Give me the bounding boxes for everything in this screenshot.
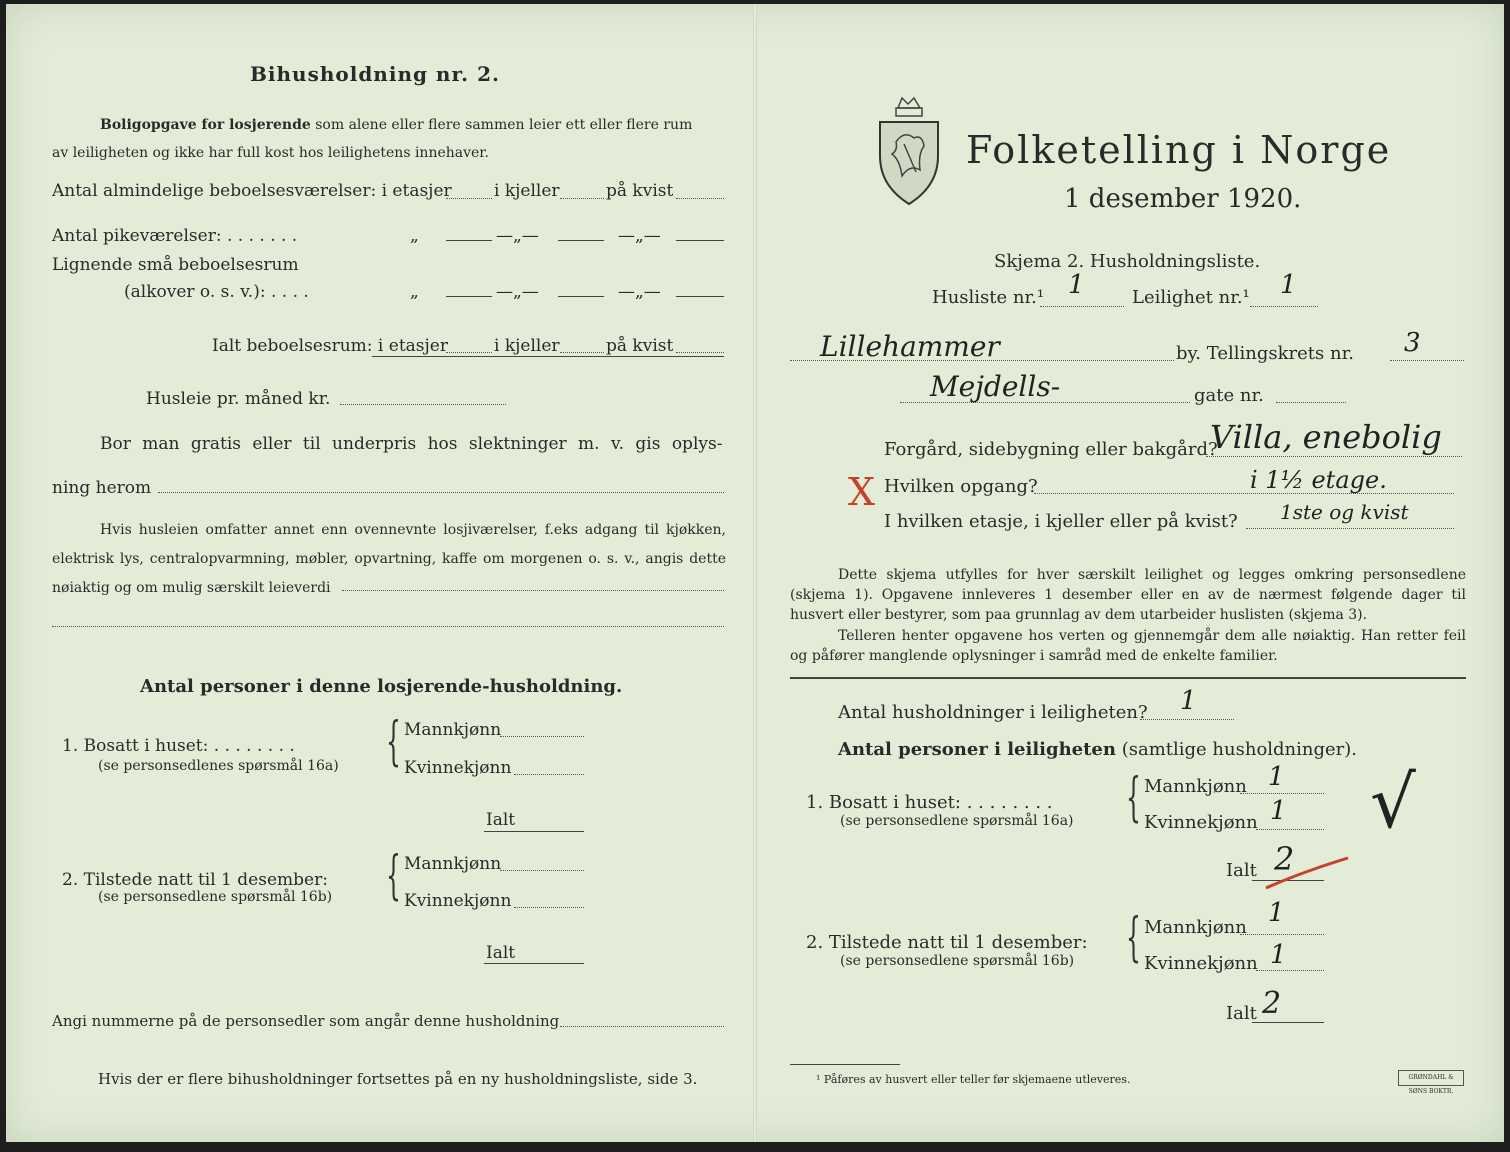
gratis-line-1: Bor man gratis eller til underpris hos slektninger m. v. gis oplys-: [100, 434, 723, 454]
right-title: Folketelling i Norge: [966, 128, 1392, 172]
left-q2-mann-line[interactable]: [500, 870, 584, 871]
right-persons-heading-bold: Antal personer i leiligheten: [838, 739, 1116, 760]
pike-ditto-3: —„—: [618, 226, 661, 246]
forgard-label: Forgård, sidebygning eller bakgård?: [884, 439, 1218, 460]
right-persons-heading: [838, 740, 1357, 760]
ialt-kvist-line[interactable]: [676, 352, 724, 353]
instructions-paragraph-2: Telleren henter opgavene hos verten og gjennemgår dem alle nøiaktig. Han retter feil og påfører manglende oplysninger i samråd med de enkelte familier.: [790, 628, 1466, 664]
etasje-value[interactable]: 1ste og kvist: [1280, 500, 1409, 524]
leieverdi-line-2[interactable]: [52, 626, 724, 627]
intro-line-2: av leiligheten og ikke har full kost hos leilighetens innehaver.: [52, 145, 489, 161]
city-value[interactable]: Lillehammer: [820, 330, 1000, 363]
leieverdi-line[interactable]: [342, 590, 724, 591]
right-q1-brace: {: [1126, 768, 1141, 828]
right-q1-mann-line[interactable]: [1240, 793, 1324, 794]
angi-line[interactable]: [560, 1026, 724, 1027]
coat-of-arms-icon: [874, 94, 944, 206]
left-q2-kvinne-line[interactable]: [514, 907, 584, 908]
left-q2-mann-label: Mannkjønn: [404, 854, 502, 874]
left-q2-ialt-label: Ialt: [486, 943, 516, 963]
rooms-etasjer-line[interactable]: [446, 198, 492, 199]
opgang-line[interactable]: [1034, 493, 1454, 494]
right-date: 1 desember 1920.: [1064, 184, 1302, 214]
rooms-kvist-line[interactable]: [676, 198, 724, 199]
pike-ditto: „: [410, 226, 419, 246]
husleie-label: Husleie pr. måned kr.: [146, 389, 331, 409]
footnote-rule: [790, 1064, 900, 1065]
pike-label: Antal pikeværelser: . . . . . . .: [52, 226, 298, 246]
left-q1-kvinne-line[interactable]: [514, 774, 584, 775]
street-value[interactable]: Mejdells-: [930, 370, 1061, 403]
red-strike-mark: [1262, 854, 1352, 894]
krets-value[interactable]: 3: [1404, 328, 1421, 358]
ialt-kjeller-label: i kjeller: [494, 336, 560, 356]
alkover-ditto-3: —„—: [618, 282, 661, 302]
left-footer: Hvis der er flere bihusholdninger fortsettes på en ny husholdningsliste, side 3.: [98, 1070, 698, 1088]
husleie-line[interactable]: [340, 404, 506, 405]
left-q2-ialt-line[interactable]: [484, 963, 584, 964]
pike-line-1[interactable]: [446, 240, 492, 241]
left-q2-kvinne-label: Kvinnekjønn: [404, 891, 512, 911]
left-q1-ialt-label: Ialt: [486, 810, 516, 830]
left-q1-brace: {: [386, 712, 401, 772]
alkover-line-2[interactable]: [558, 296, 604, 297]
right-q1-sub: (se personsedlene spørsmål 16a): [840, 813, 1074, 829]
left-q2-sub: (se personsedlene spørsmål 16b): [98, 889, 333, 905]
leilighet-line[interactable]: [1250, 306, 1318, 307]
krets-line[interactable]: [1390, 360, 1464, 361]
pike-line-2[interactable]: [558, 240, 604, 241]
rooms-kjeller-label: i kjeller: [494, 181, 560, 201]
schema-label: Skjema 2. Husholdningsliste.: [994, 251, 1261, 272]
printer-stamp: GRØNDAHL & SØNS BOKTR.: [1398, 1070, 1464, 1086]
right-q1-ialt-value[interactable]: 2: [1274, 840, 1295, 878]
forgard-value[interactable]: Villa, enebolig: [1210, 418, 1442, 456]
husleien-paragraph: Hvis husleien omfatter annet enn ovennevnte losjiværelser, f.eks adgang til kjøkken, elektrisk lys, centralopvarmning, møbler, opvartning, kaffe om morgenen o. s. v., angis dette nøiaktig og om mulig særskilt leieverdi: [52, 522, 726, 596]
left-title: Bihusholdning nr. 2.: [250, 62, 500, 86]
right-q2-mann-line[interactable]: [1240, 934, 1324, 935]
right-q1-kvinne-label: Kvinnekjønn: [1144, 812, 1258, 833]
check-mark: √: [1370, 760, 1416, 844]
gate-label: gate nr.: [1194, 385, 1264, 406]
right-q2-ialt-line[interactable]: [1252, 1022, 1324, 1023]
right-q1-ialt-label: Ialt: [1226, 860, 1257, 881]
intro-rest: som alene eller flere sammen leier ett eller flere rum: [315, 117, 693, 133]
forgard-line[interactable]: [1206, 456, 1462, 457]
right-q2-brace: {: [1126, 908, 1141, 968]
alkover-line-1[interactable]: [446, 296, 492, 297]
households-line[interactable]: [1140, 719, 1234, 720]
gratis-line[interactable]: [158, 492, 724, 493]
rooms-label: Antal almindelige beboelsesværelser: i etasjer: [52, 181, 452, 201]
left-persons-heading: Antal personer i denne losjerende-husholdning.: [140, 676, 623, 697]
alkover-label: (alkover o. s. v.): . . . .: [124, 282, 309, 302]
husliste-label: Husliste nr.¹: [932, 287, 1045, 308]
left-q1-sub: (se personsedlenes spørsmål 16a): [98, 758, 339, 774]
left-q2-brace: {: [386, 846, 401, 906]
right-q1-mann-value[interactable]: 1: [1268, 762, 1285, 792]
right-footnote: ¹ Påføres av husvert eller teller før skjemaene utleveres.: [816, 1073, 1131, 1086]
right-q2-sub: (se personsedlene spørsmål 16b): [840, 953, 1075, 969]
right-q2-label: 2. Tilstede natt til 1 desember:: [806, 932, 1088, 953]
ialt-rooms-label: Ialt beboelsesrum: i etasjer: [212, 336, 448, 356]
alkover-ditto-2: —„—: [496, 282, 539, 302]
gratis-line-2: ning herom: [52, 478, 152, 498]
left-q1-mann-label: Mannkjønn: [404, 720, 502, 740]
etasje-label: I hvilken etasje, i kjeller eller på kvist?: [884, 511, 1238, 532]
leilighet-label: Leilighet nr.¹: [1132, 287, 1250, 308]
ialt-underline: [372, 356, 724, 357]
households-value[interactable]: 1: [1180, 686, 1197, 716]
pike-ditto-2: —„—: [496, 226, 539, 246]
page-fold: [753, 4, 757, 1142]
rooms-kvist-label: på kvist: [606, 181, 674, 201]
right-q2-mann-label: Mannkjønn: [1144, 917, 1247, 938]
left-q1-mann-line[interactable]: [500, 736, 584, 737]
right-q1-mann-label: Mannkjønn: [1144, 776, 1247, 797]
instructions-paragraph: Dette skjema utfylles for hver særskilt leilighet og legges omkring personsedlene (skjema 1). Opgavene innleveres 1 desember eller en av de nærmest følgende dager til husvert eller bestyrer, som paa grunnlag av dem utarbeider huslisten (skjema 3).: [790, 567, 1466, 623]
right-q1-kvinne-line[interactable]: [1256, 829, 1324, 830]
right-q2-kvinne-line[interactable]: [1256, 970, 1324, 971]
right-q2-ialt-value[interactable]: 2: [1262, 986, 1282, 1021]
alkover-line-3[interactable]: [676, 296, 724, 297]
ialt-etasjer-line[interactable]: [446, 352, 492, 353]
red-x-mark: X: [848, 470, 876, 514]
ialt-kjeller-line[interactable]: [560, 352, 604, 353]
right-q1-label: 1. Bosatt i huset: . . . . . . . .: [806, 792, 1053, 813]
left-q1-ialt-line[interactable]: [484, 831, 584, 832]
right-q2-kvinne-label: Kvinnekjønn: [1144, 953, 1258, 974]
intro-line-1: [100, 116, 692, 134]
left-q2-label: 2. Tilstede natt til 1 desember:: [62, 870, 328, 890]
right-q2-kvinne-value[interactable]: 1: [1270, 940, 1287, 970]
husliste-line[interactable]: [1040, 306, 1124, 307]
husliste-value[interactable]: 1: [1068, 270, 1085, 300]
etasje-line[interactable]: [1246, 528, 1454, 529]
right-persons-heading-rest: (samtlige husholdninger).: [1121, 739, 1358, 760]
opgang-label: Hvilken opgang?: [884, 476, 1038, 497]
gate-line[interactable]: [1276, 402, 1346, 403]
households-label: Antal husholdninger i leiligheten?: [838, 702, 1148, 723]
left-q1-label: 1. Bosatt i huset: . . . . . . . .: [62, 736, 295, 756]
right-divider: [790, 677, 1466, 679]
left-q1-kvinne-label: Kvinnekjønn: [404, 758, 512, 778]
pike-line-3[interactable]: [676, 240, 724, 241]
right-q1-kvinne-value[interactable]: 1: [1270, 796, 1287, 826]
right-q2-ialt-label: Ialt: [1226, 1003, 1257, 1024]
leilighet-value[interactable]: 1: [1280, 270, 1297, 300]
alkover-ditto: „: [410, 282, 419, 302]
rooms-kjeller-line[interactable]: [560, 198, 604, 199]
lignende-label: Lignende små beboelsesrum: [52, 255, 299, 275]
angi-label: Angi nummerne på de personsedler som angår denne husholdning: [52, 1012, 560, 1030]
opgang-value[interactable]: i 1½ etage.: [1250, 466, 1387, 494]
ialt-kvist-label: på kvist: [606, 336, 674, 356]
by-label: by. Tellingskrets nr.: [1176, 343, 1354, 364]
right-q2-mann-value[interactable]: 1: [1268, 898, 1285, 928]
intro-bold: Boligopgave for losjerende: [100, 117, 311, 133]
